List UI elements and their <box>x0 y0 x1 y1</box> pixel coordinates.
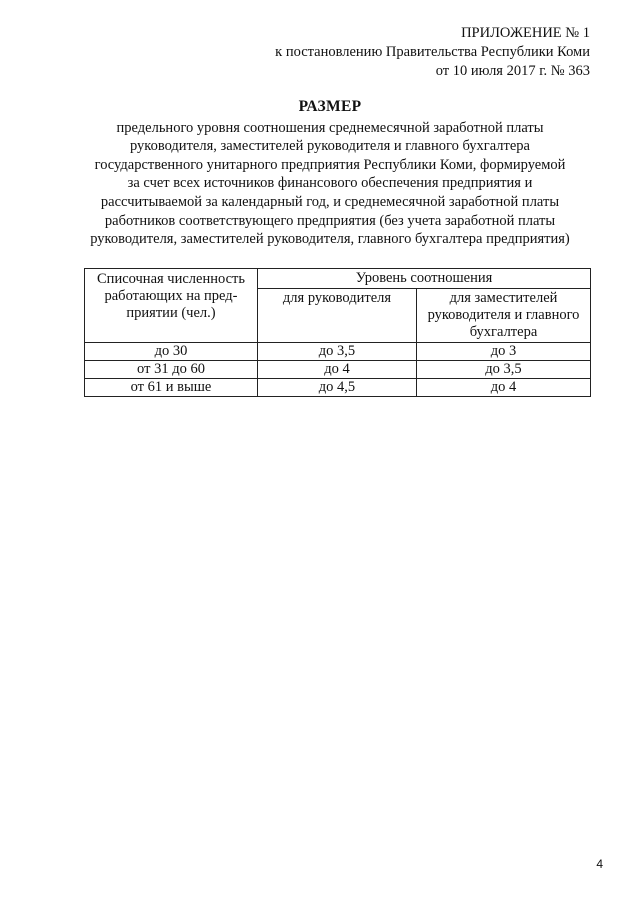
page-number: 4 <box>596 857 603 871</box>
header-headcount-line: приятии (чел.) <box>126 305 216 321</box>
table-row <box>85 361 591 379</box>
cell-deputies-ratio: до 3,5 <box>417 361 591 379</box>
header-deputies <box>417 289 591 343</box>
header-manager: для руководителя <box>258 289 417 343</box>
cell-headcount: от 61 и выше <box>85 379 258 397</box>
document-title <box>60 98 600 249</box>
header-deputies-line: руководителя и главного <box>427 307 580 323</box>
cell-headcount: до 30 <box>85 343 258 361</box>
cell-manager-ratio: до 4 <box>258 361 417 379</box>
cell-headcount: от 31 до 60 <box>85 361 258 379</box>
subtitle-line: предельного уровня соотношения среднемесячной заработной платы <box>116 119 544 136</box>
table-row <box>85 379 591 397</box>
subtitle-line: руководителя, заместителей руководителя, главного бухгалтера предприятия) <box>90 231 570 248</box>
cell-manager-ratio: до 3,5 <box>258 343 417 361</box>
header-deputies-line: бухгалтера <box>469 324 538 340</box>
header-headcount-line: работающих на пред- <box>104 288 238 304</box>
subtitle-line: работников соответствующего предприятия (без учета заработной платы <box>104 212 556 229</box>
appendix-number: ПРИЛОЖЕНИЕ № 1 <box>461 25 590 41</box>
table-row <box>85 343 591 361</box>
header-deputies-line: для заместителей <box>449 290 558 306</box>
appendix-header <box>275 24 590 81</box>
ratio-table <box>84 268 591 397</box>
subtitle-line: рассчитываемой за календарный год, и среднемесячной заработной платы <box>100 193 560 210</box>
header-headcount <box>85 269 258 343</box>
header-headcount-line: Списочная численность <box>97 271 245 287</box>
appendix-reference: к постановлению Правительства Республики Коми <box>275 44 590 60</box>
cell-deputies-ratio: до 4 <box>417 379 591 397</box>
header-ratio-level: Уровень соотношения <box>258 269 591 289</box>
cell-deputies-ratio: до 3 <box>417 343 591 361</box>
cell-manager-ratio: до 4,5 <box>258 379 417 397</box>
subtitle-line: государственного унитарного предприятия Республики Коми, формируемой <box>94 156 566 173</box>
subtitle-line: за счет всех источников финансового обеспечения предприятия и <box>127 175 533 192</box>
title-heading: РАЗМЕР <box>298 98 362 115</box>
subtitle-line: руководителя, заместителей руководителя и главного бухгалтера <box>129 138 530 155</box>
appendix-date: от 10 июля 2017 г. № 363 <box>435 63 590 79</box>
